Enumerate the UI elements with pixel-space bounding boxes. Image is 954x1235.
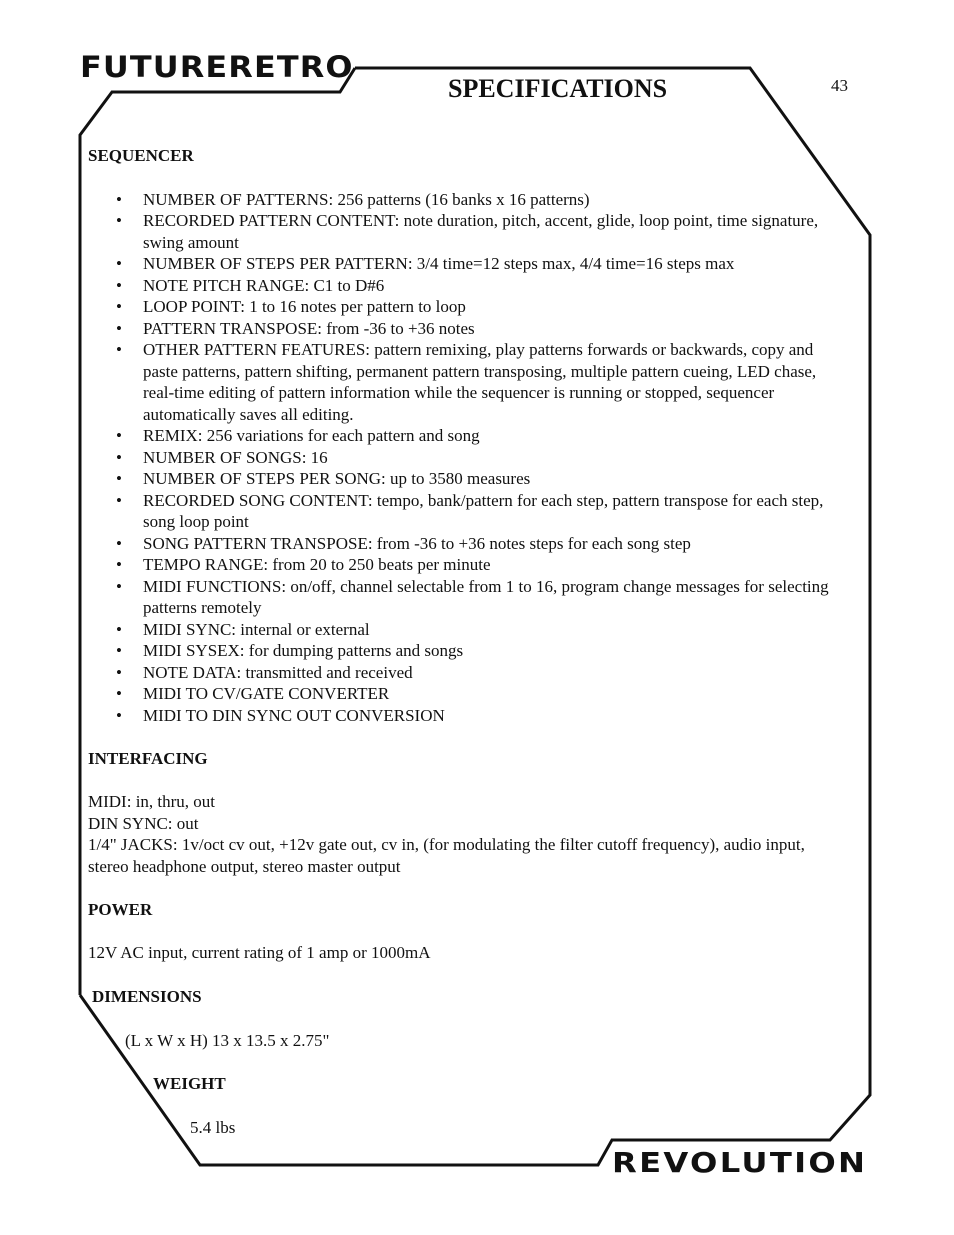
spec-content bbox=[88, 145, 848, 963]
interfacing-heading: INTERFACING bbox=[88, 749, 208, 768]
futureretro-logo: FUTURERETRO bbox=[80, 50, 354, 84]
list-item: • MIDI TO DIN SYNC OUT CONVERSION bbox=[116, 705, 445, 725]
list-item: • NOTE DATA: transmitted and received bbox=[116, 662, 413, 682]
dimensions-text: (L x W x H) 13 x 13.5 x 2.75" bbox=[125, 1031, 330, 1050]
list-item: • NUMBER OF STEPS PER PATTERN: 3/4 time=12 steps max, 4/4 time=16 steps max bbox=[116, 254, 735, 273]
list-item: • SONG PATTERN TRANSPOSE: from -36 to +36 notes steps for each song step bbox=[116, 533, 691, 553]
list-item: • MIDI SYNC: internal or external bbox=[116, 619, 370, 639]
revolution-logo: REVOLUTION bbox=[612, 1146, 868, 1179]
power-text: 12V AC input, current rating of 1 amp or 1000mA bbox=[88, 942, 431, 962]
weight-heading: WEIGHT bbox=[153, 1074, 226, 1093]
list-item: • RECORDED PATTERN CONTENT: note duration, pitch, accent, glide, loop point, time signature, swing amount bbox=[116, 211, 819, 252]
list-item: • OTHER PATTERN FEATURES: pattern remixing, play patterns forwards or backwards, copy and paste patterns, pattern shifting, permanent pattern transposing, multiple pattern cueing, LED chase, real-time editing of pattern information while the sequencer is running or stopped, sequencer automatically saves all editing. bbox=[116, 340, 817, 424]
list-item: • NUMBER OF SONGS: 16 bbox=[116, 447, 328, 467]
list-item: • NOTE PITCH RANGE: C1 to D#6 bbox=[116, 275, 385, 295]
page-title: SPECIFICATIONS bbox=[448, 74, 668, 103]
list-item: • MIDI FUNCTIONS: on/off, channel selectable from 1 to 16, program change messages for selecting patterns remotely bbox=[116, 576, 829, 617]
sequencer-list bbox=[88, 189, 848, 727]
list-item: • NUMBER OF PATTERNS: 256 patterns (16 banks x 16 patterns) bbox=[116, 189, 590, 209]
page-number: 43 bbox=[831, 76, 848, 95]
interfacing-jacks: 1/4" JACKS: 1v/oct cv out, +12v gate out, cv in, (for modulating the filter cutoff frequency), audio input, stereo headphone output, stereo master output bbox=[88, 835, 805, 876]
list-item: • RECORDED SONG CONTENT: tempo, bank/pattern for each step, pattern transpose for each step, song loop point bbox=[116, 490, 824, 531]
list-item: • REMIX: 256 variations for each pattern and song bbox=[116, 426, 480, 445]
dimensions-heading: DIMENSIONS bbox=[92, 987, 202, 1006]
list-item: • MIDI SYSEX: for dumping patterns and songs bbox=[116, 641, 464, 660]
weight-text: 5.4 lbs bbox=[190, 1118, 236, 1137]
sequencer-heading: SEQUENCER bbox=[88, 146, 194, 165]
interfacing-din-sync: DIN SYNC: out bbox=[88, 813, 199, 833]
list-item: • MIDI TO CV/GATE CONVERTER bbox=[116, 684, 390, 703]
list-item: • NUMBER OF STEPS PER SONG: up to 3580 measures bbox=[116, 469, 531, 488]
power-heading: POWER bbox=[88, 899, 153, 919]
list-item: • PATTERN TRANSPOSE: from -36 to +36 notes bbox=[116, 318, 475, 338]
list-item: • LOOP POINT: 1 to 16 notes per pattern to loop bbox=[116, 297, 466, 316]
interfacing-midi: MIDI: in, thru, out bbox=[88, 792, 216, 811]
list-item: • TEMPO RANGE: from 20 to 250 beats per minute bbox=[116, 555, 491, 574]
